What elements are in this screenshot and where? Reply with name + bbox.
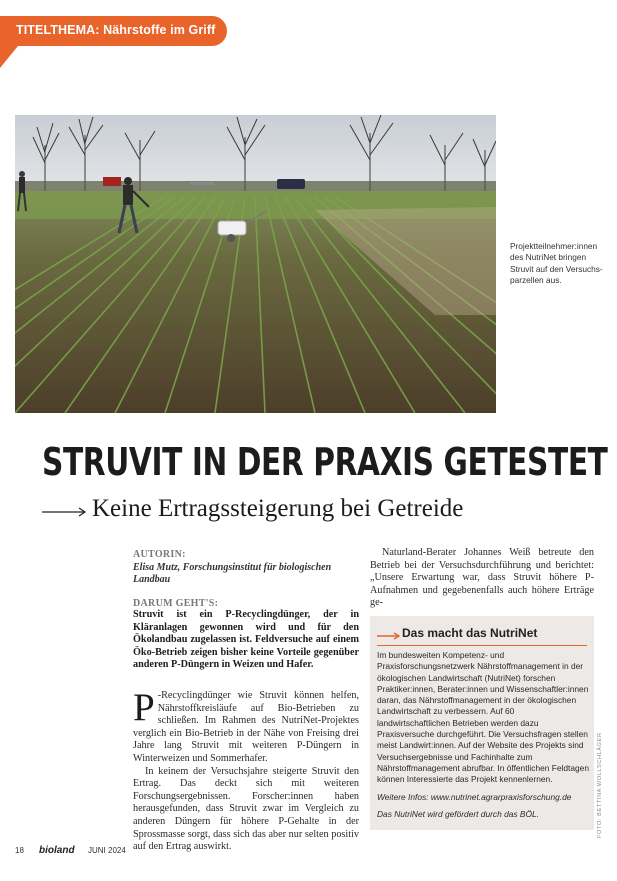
infobox-funding-text: Das NutriNet wird gefördert durch das BÖL. [377,808,539,819]
article-subtitle: Keine Ertragssteigerung bei Getreide [92,495,464,522]
section-tab-label: TITELTHEMA: Nährstoffe im Griff [16,23,216,37]
issue-date: JUNI 2024 [88,846,126,855]
page-number: 18 [15,846,24,855]
author-label: AUTORIN: [133,549,186,560]
article-body-column-1 [133,686,359,854]
about-label: DARUM GEHT'S: [133,598,219,609]
body-paragraph-1 [133,686,359,766]
dropcap: P [133,686,155,729]
infobox-weblink-text: Weitere Infos: www.nutrinet.agrarpraxisforschung.de [377,791,572,802]
infobox-arrow-icon [377,632,401,640]
infobox-divider [377,645,587,646]
photo-caption: Projektteilnehmer:innen des NutriNet bringen Struvit auf den Versuchs-parzellen aus. [510,241,603,286]
magazine-logo: bioland [39,845,75,856]
article-title: STRUVIT IN DER PRAXIS GETESTET [42,440,608,484]
article-lead: Struvit ist ein P-Recyclingdünger, der in Kläranlagen gewonnen wird und für den Ökolandbau zugelassen ist. Feldversuche auf einem Öko-Betrieb zeigen bisher keine Vorteile gegenüber anderen P-Düngern in Weizen und Hafer. [133,609,359,671]
body-paragraph-1-text: -Recyclingdünger wie Struvit können helfen, Nährstoffkreisläufe auf Bio-Betrieben zu schließen. Im Rahmen des NutriNet-Projektes verglich ein Bio-Betrieb in der Nähe von Freising drei Jahre lang Struvit mit weiteren P-Düngern in Winterweizen und Sommerhafer. [133,690,359,764]
infobox-funding [377,809,589,820]
infobox-title: Das macht das NutriNet [402,626,538,640]
article-body-column-2: Naturland-Berater Johannes Weiß betreute den Betrieb bei der Versuchsdurchführung und berichtet: „Unsere Erwartung war, dass Struvit höhere P-Aufnahmen und gegebenenfalls auch höhere Erträge ge- [370,547,594,609]
infobox [370,616,594,830]
section-tab-tail [0,46,18,68]
body-paragraph-2: In keinem der Versuchsjahre steigerte Struvit den Ertrag. Das deckt sich mit weiteren Forschungsergebnissen. Forscher:innen haben herausgefunden, dass Struvit zwar im Vergleich zu anderen Düngern für höhere P-Gehalte in der Sprossmasse sorgt, dass sich das aber nur selten positiv auf den Ertrag auswirkt. [133,765,359,853]
infobox-text [377,650,589,826]
author-name: Elisa Mutz, Forschungsinstitut für biologischen Landbau [133,561,332,586]
field-photo-illustration [15,115,496,413]
author-block [133,549,358,587]
infobox-paragraph-1: Im bundesweiten Kompetenz- und Praxisforschungsnetzwerk Nährstoffmanagement in der ökologischen Landwirtschaft (NutriNet) forschen Praktiker:innen, Berater:innen und Wissenschaftler:innen daran, das Nährstoffmanagement in der ökologischen Landwirtschaft zu verbessern. Auf 60 landwirtschaftlichen Betrieben werden dazu Praxisversuche durchgeführt. Die Versuchsfragen stellen meist Landwirt:innen. Auf der Website des Projekts sind Versuchsergebnisse und Fachinhalte zum Nährstoffmanagement abrufbar. In öffentlichen Feldtagen können Interessierte das Projekt kennenlernen. [377,650,589,785]
field-photo [15,115,496,413]
subtitle-arrow-icon [42,507,88,517]
photo-credit: FOTO: BETTINA WOLLSCHLÄGER [597,732,603,838]
infobox-weblink[interactable] [377,792,589,803]
